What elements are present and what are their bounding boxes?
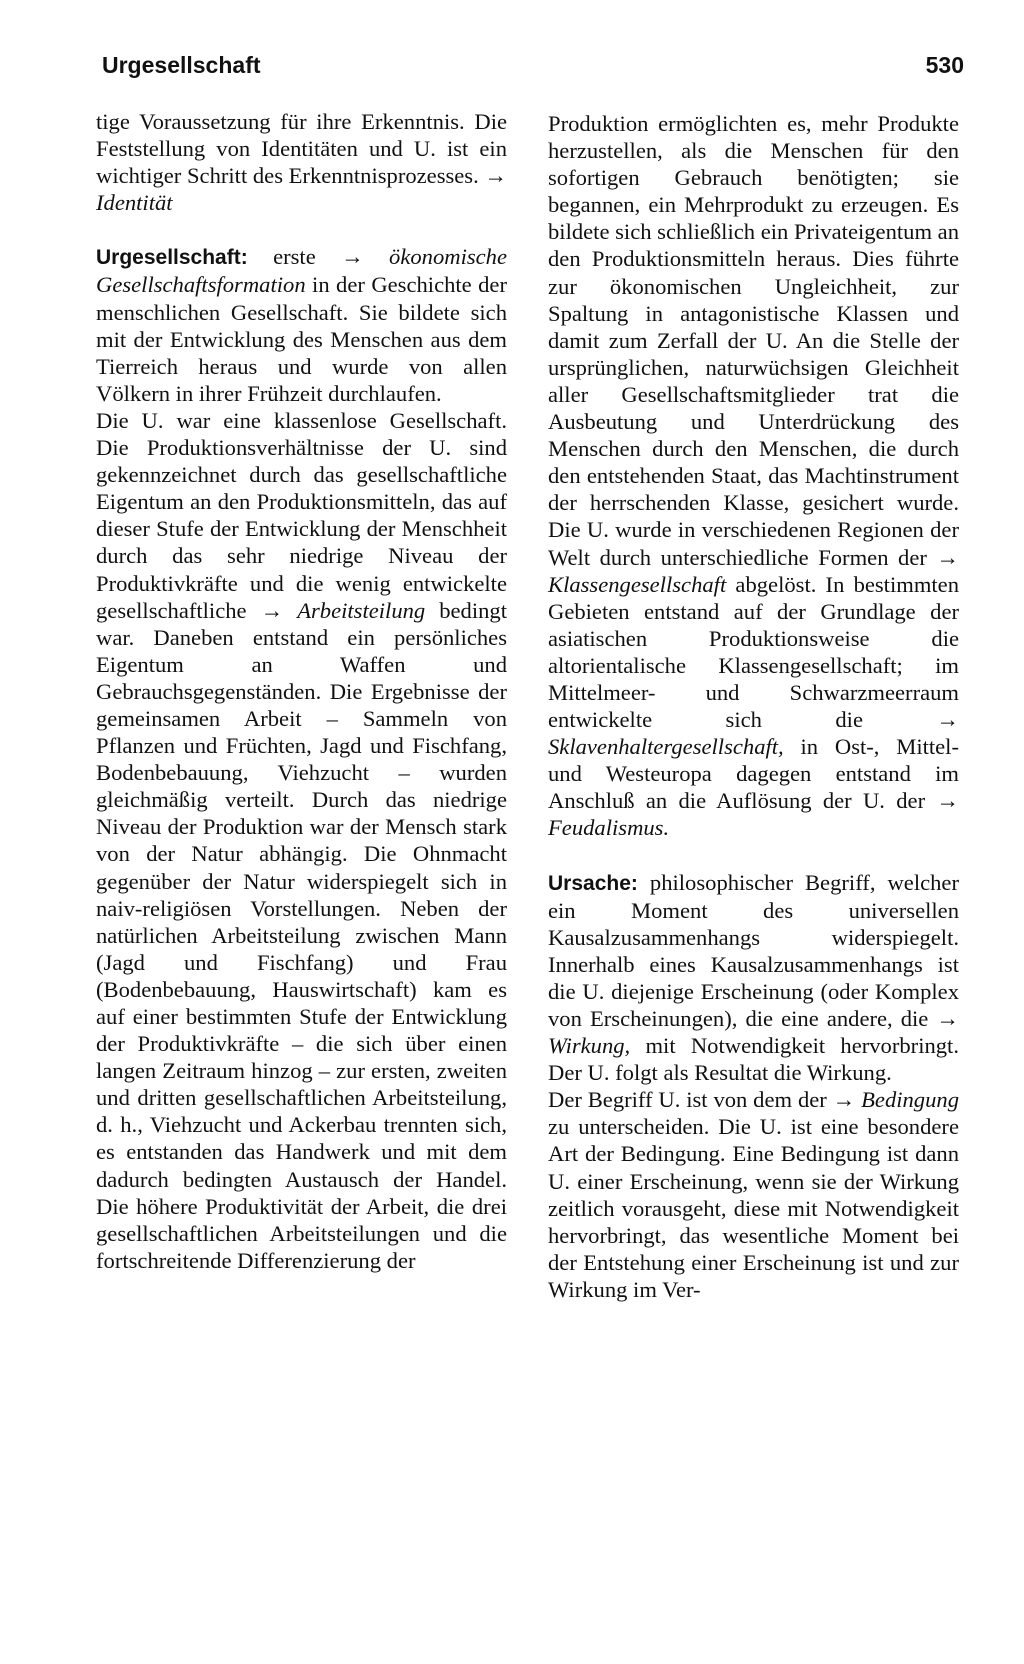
- paragraph-text: in Ost-, Mittel- und Westeuropa dagegen entstand im Anschluß an die Auflösung der U. der: [548, 734, 959, 814]
- entry-lemma: Urgesellschaft:: [96, 246, 248, 270]
- paragraph-text: tige Voraussetzung für ihre Erkenntnis. Die Feststellung von Identitäten und U. ist ein wichtiger Schritt des Erkenntnisprozesses.: [96, 109, 507, 189]
- cross-reference-identitaet[interactable]: Identität: [96, 190, 173, 216]
- head-word: Urgesellschaft: [102, 52, 261, 78]
- paragraph-text: Die U. war eine klassenlose Gesellschaft. Die Produktionsverhältnisse der U. sind gekennzeichnet durch das gesellschaftliche Eigentum an den Produktionsmitteln, das auf dieser Stufe der Entwicklung der Menschheit durch das sehr niedrige Niveau der Produktivkräfte und die wenig entwickelte gesellschaftliche: [96, 407, 507, 623]
- running-head: [102, 52, 964, 88]
- entry-text: erste: [247, 244, 342, 270]
- cross-reference-arrow: →: [936, 707, 959, 733]
- paragraph-text: bedingt war. Daneben entstand ein persönliches Eigentum an Waffen und Gebrauchsgegenständen. Die Ergebnisse der gemeinsamen Arbeit – Sammeln von Pflanzen und Früchten, Jagd und Fischfang, Bodenbebauung, Viehzucht – wurden gleichmäßig verteilt. Durch das niedrige Niveau der Produktion war der Mensch stark von der Natur abhängig. Die Ohnmacht gegenüber der Natur widerspiegelt sich in naiv-religiösen Vorstellungen. Neben der natürlichen Arbeitsteilung zwischen Mann (Jagd und Fischfang) und Frau (Bodenbebauung, Hauswirtschaft) kam es auf einer bestimmten Stufe der Entwicklung der Produktivkräfte – die sich über einen langen Zeitraum hinzog – zur ersten, zweiten und dritten gesellschaftlichen Arbeitsteilung, d. h., Viehzucht und Ackerbau trennten sich, es entstanden das Handwerk und mit dem dadurch bedingten Austausch der Handel. Die höhere Produktivität der Arbeit, die drei gesellschaftlichen Arbeitsteilungen und die fortschreitende Differenzierung der: [96, 597, 507, 1273]
- cross-reference-wirkung[interactable]: Wirkung,: [548, 1033, 631, 1059]
- entry-text: in der Geschichte der menschlichen Gesellschaft. Sie bildete sich mit der Entwicklung des Menschen aus dem Tierreich heraus und wurde von allen Völkern in ihrer Frühzeit durchlaufen.: [96, 272, 507, 406]
- paragraph-begriff-bedingung: [548, 1086, 959, 1303]
- cross-reference-arrow: →: [936, 788, 959, 814]
- page-number: 530: [925, 52, 964, 78]
- cross-reference-arrow: →: [832, 1087, 856, 1113]
- entry-ursache: [548, 869, 959, 1087]
- cross-reference-sklavenhaltergesellschaft[interactable]: Sklavenhaltergesellschaft,: [548, 734, 784, 760]
- paragraph-text: abgelöst. In bestimmten Gebieten entstand auf der Grundlage der asiatischen Produktionsweise die altorientalische Klassengesellschaft; im Mittelmeer- und Schwarzmeerraum entwickelte sich die: [548, 571, 959, 733]
- cross-reference-bedingung[interactable]: Bedingung: [861, 1087, 959, 1113]
- paragraph-identitaet-end: [96, 108, 507, 216]
- cross-reference-oekonomische-gesellschaftsformation[interactable]: ökonomische Gesellschaftsformation: [96, 244, 507, 298]
- cross-reference-arrow: →: [936, 544, 959, 570]
- cross-reference-klassengesellschaft[interactable]: Klassengesellschaft: [548, 571, 727, 597]
- entry-text: philosophischer Begriff, welcher ein Moment des universellen Kausalzusammenhangs widerspiegelt. Innerhalb eines Kausalzusammenhangs ist die U. diejenige Erscheinung (oder Komplex von Erscheinungen), die eine andere, die: [548, 869, 959, 1031]
- cross-reference-arrow: →: [484, 163, 507, 189]
- entry-text: mit Notwendigkeit hervorbringt. Der U. folgt als Resultat die Wirkung.: [548, 1033, 959, 1086]
- left-column: [96, 108, 507, 1274]
- entry-urgesellschaft: [96, 243, 507, 407]
- cross-reference-arrow: →: [260, 597, 284, 623]
- paragraph-produktion: [548, 110, 959, 842]
- right-column: [548, 110, 959, 1303]
- cross-reference-arbeitsteilung[interactable]: Arbeitsteilung: [297, 597, 426, 623]
- paragraph-klassenlose-gesellschaft: [96, 407, 507, 1274]
- paragraph-text: Produktion ermöglichten es, mehr Produkte herzustellen, als die Menschen für den sofortigen Gebrauch benötigten; sie begannen, ein Mehrprodukt zu erzeugen. Es bildete sich schließlich ein Privateigentum an den Produktionsmitteln heraus. Dies führte zur ökonomischen Ungleichheit, zur Spaltung in antagonistische Klassen und damit zum Zerfall der U. An die Stelle der ursprünglichen, naturwüchsigen Gleichheit aller Gesellschaftsmitglieder trat die Ausbeutung und Unterdrückung des Menschen durch den Menschen, die durch den entstehenden Staat, das Machtinstrument der herrschenden Klasse, gesichert wurde. Die U. wurde in verschiedenen Regionen der Welt durch unterschiedliche Formen der: [548, 111, 959, 570]
- paragraph-text: Der Begriff U. ist von dem der: [548, 1087, 833, 1113]
- cross-reference-feudalismus[interactable]: Feudalismus.: [548, 815, 670, 841]
- cross-reference-arrow: →: [341, 244, 364, 270]
- paragraph-text: zu unterscheiden. Die U. ist eine besondere Art der Bedingung. Eine Bedingung ist dann U. einer Erscheinung, wenn sie der Wirkung zeitlich vorausgeht, diese mit Notwendigkeit hervorbringt, das wesentliche Moment bei der Entstehung einer Erscheinung ist und zur Wirkung im Ver-: [548, 1114, 959, 1302]
- cross-reference-arrow: →: [936, 1006, 959, 1031]
- entry-lemma: Ursache:: [548, 871, 638, 895]
